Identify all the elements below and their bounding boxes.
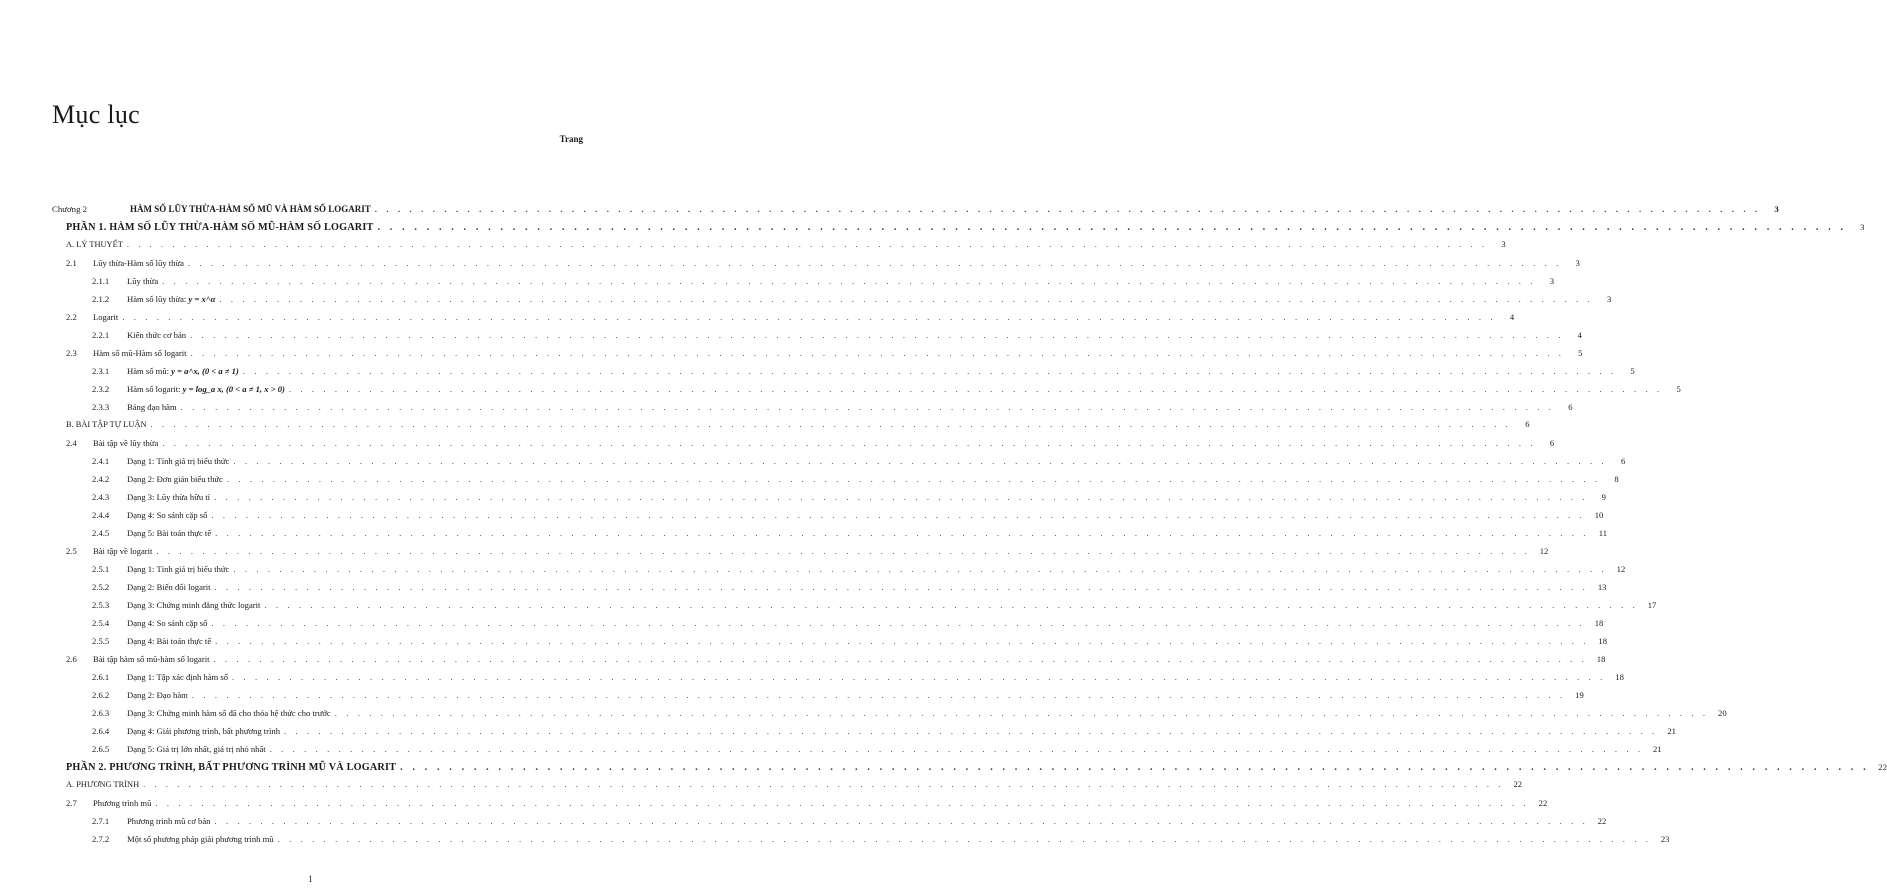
toc-dot-leader: . . . . . . . . . . . . . . . . . . . . . . . . . . . . . . . . . . . . . . . . . . . . . . . . . . . . . . . . . . . . . . . . . . . . . . . . . . . . . . . . . . . . . . . . . . . . . . . . . . . . . . . . . . . . . . . . . . . . . . . . [214, 492, 1588, 502]
toc-entry[interactable] [52, 222, 1865, 240]
toc-entry[interactable] [52, 636, 1608, 654]
toc-entry[interactable] [52, 240, 1506, 258]
toc-dot-leader: . . . . . . . . . . . . . . . . . . . . . . . . . . . . . . . . . . . . . . . . . . . . . . . . . . . . . . . . . . . . . . . . . . . . . . . . . . . . . . . . . . . . . . . . . . . . . . . . . . . . . . . . . . . . . . . . . . . . . . . . [190, 330, 1564, 340]
toc-entry-title [127, 294, 215, 304]
toc-entry-number: 2.5.5 [92, 636, 110, 646]
toc-entry-page: 3 [1549, 276, 1555, 286]
toc-dot-leader: . . . . . . . . . . . . . . . . . . . . . . . . . . . . . . . . . . . . . . . . . . . . . . . . . . . . . . . . . . . . . . . . . . . . . . . . . . . . . . . . . . . . . . . . . . . . . . . . . . . . . . . . . . . . . . . . . . . . . . . . [187, 258, 1562, 268]
toc-entry-page: 6 [1568, 402, 1573, 412]
toc-entry-text: Bảng đạo hàm [127, 402, 177, 412]
toc-dot-leader: . . . . . . . . . . . . . . . . . . . . . . . . . . . . . . . . . . . . . . . . . . . . . . . . . . . . . . . . . . . . . . . . . . . . . . . . . . . . . . . . . . . . . . . . . . . . . . . . . . . . . . . . . . . . . . . . . . . . . . . . [334, 708, 1709, 718]
toc-entry-number: 2.4.1 [92, 456, 110, 466]
toc-entry-title [127, 834, 274, 844]
toc-entry-number: 2.3.3 [92, 402, 110, 412]
toc-entry-text: A. LÝ THUYẾT [66, 240, 123, 249]
toc-dot-leader: . . . . . . . . . . . . . . . . . . . . . . . . . . . . . . . . . . . . . . . . . . . . . . . . . . . . . . . . . . . . . . . . . . . . . . . . . . . . . . . . . . . . . . . . . . . . . . . . . . . . . . . . . . . . . . . . . . . . . . . . [190, 348, 1565, 358]
toc-entry-page: 4 [1509, 312, 1515, 322]
toc-entry-formula: y = log_a x, (0 < a ≠ 1, x > 0) [182, 384, 285, 394]
toc-entry-title [93, 348, 187, 358]
toc-entry[interactable] [52, 618, 1604, 636]
toc-entry-text: Dạng 1: Tập xác định hàm số [127, 672, 229, 682]
toc-entry-number: 2.3 [66, 348, 77, 358]
toc-entry-page: 13 [1597, 582, 1607, 592]
toc-dot-leader: . . . . . . . . . . . . . . . . . . . . . . . . . . . . . . . . . . . . . . . . . . . . . . . . . . . . . . . . . . . . . . . . . . . . . . . . . . . . . . . . . . . . . . . . . . . . . . . . . . . . . . . . . . . . . . . . . . . . . . . . [284, 726, 1658, 736]
toc-entry-formula: y = x^α [188, 294, 216, 304]
toc-entry-title [127, 618, 207, 628]
toc-entry-number: 2.6.3 [92, 708, 110, 718]
toc-dot-leader: . . . . . . . . . . . . . . . . . . . . . . . . . . . . . . . . . . . . . . . . . . . . . . . . . . . . . . . . . . . . . . . . . . . . . . . . . . . . . . . . . . . . . . . . . . . . . . . . . . . . . . . . . . . . . . . . . . . . . . . . [213, 654, 1588, 664]
toc-entry-page: 12 [1539, 546, 1549, 556]
toc-entry-text: Logarit [93, 312, 119, 322]
toc-entry[interactable] [52, 420, 1530, 438]
toc-entry-title [127, 528, 211, 538]
toc-entry-number: 2.1.2 [92, 294, 110, 304]
toc-entry-text: Bài tập về lũy thừa [93, 438, 159, 448]
toc-entry-title [93, 438, 158, 448]
toc-dot-leader: . . . . . . . . . . . . . . . . . . . . . . . . . . . . . . . . . . . . . . . . . . . . . . . . . . . . . . . . . . . . . . . . . . . . . . . . . . . . . . . . . . . . . . . . . . . . . . . . . . . . . . . . . . . . . . . . . . . . . . . . [143, 780, 1504, 789]
toc-entry-title [93, 798, 151, 808]
toc-dot-leader: . . . . . . . . . . . . . . . . . . . . . . . . . . . . . . . . . . . . . . . . . . . . . . . . . . . . . . . . . . . . . . . . . . . . . . . . . . . . . . . . . . . . . . . . . . . . . . . . . . . . . . . . . . . . . . . . . . . . . . . . [242, 366, 1617, 376]
toc-entry-title [127, 384, 285, 394]
toc-entry-page: 3 [1607, 294, 1612, 304]
toc-entry-number: 2.7 [66, 798, 77, 808]
toc-entry-text: Dạng 1: Tính giá trị biểu thức [127, 456, 230, 466]
toc-entry-page: 12 [1616, 564, 1626, 574]
toc-entry-title [127, 600, 260, 610]
toc-dot-leader: . . . . . . . . . . . . . . . . . . . . . . . . . . . . . . . . . . . . . . . . . . . . . . . . . . . . . . . . . . . . . . . . . . . . . . . . . . . . . . . . . . . . . . . . . . . . . . . . . . . . . . . . . . . . . . . . . . . . . . . . [288, 384, 1663, 394]
toc-entry[interactable] [52, 258, 1580, 276]
toc-entry-number: 2.2 [66, 312, 77, 322]
toc-dot-leader: . . . . . . . . . . . . . . . . . . . . . . . . . . . . . . . . . . . . . . . . . . . . . . . . . . . . . . . . . . . . . . . . . . . . . . . . . . . . . . . . . . . . . . . . . . . . . . . . . . . . . . . . . . . . . . . . . . . . . . . . [191, 690, 1566, 700]
toc-entry-number: 2.3.2 [92, 384, 110, 394]
toc-entry-page: 18 [1598, 636, 1608, 646]
toc-entry-text: Hàm số mũ-Hàm số logarit [93, 348, 187, 358]
toc-entry[interactable] [52, 474, 1619, 492]
toc-dot-leader: . . . . . . . . . . . . . . . . . . . . . . . . . . . . . . . . . . . . . . . . . . . . . . . . . . . . . . . . . . . . . . . . . . . . . . . . . . . . . . . . . . . . . . . . . . . . . . . . . . . . . . . . . . . . . . . . . . . . . . . . [156, 546, 1531, 556]
toc-dot-leader: . . . . . . . . . . . . . . . . . . . . . . . . . . . . . . . . . . . . . . . . . . . . . . . . . . . . . . . . . . . . . . . . . . . . . . . . . . . . . . . . . . . . . . . . . . . . . . . . . . . . . . . . . . . . . . . . . . . . . . . . [180, 402, 1555, 412]
toc-entry-text: Lũy thừa-Hàm số lũy thừa [93, 258, 184, 268]
toc-dot-leader: . . . . . . . . . . . . . . . . . . . . . . . . . . . . . . . . . . . . . . . . . . . . . . . . . . . . . . . . . . . . . . . . . . . . . . . . . . . . . . . . . . . . . . . . . . . . . . . . . . . . . . . . . . . . . . . . . . . . . . . . [122, 312, 1497, 322]
toc-entry-title [127, 816, 210, 826]
toc-entry[interactable] [52, 726, 1676, 744]
toc-entry-text: Dạng 3: Chứng minh hàm số đã cho thỏa hệ thức cho trước [127, 708, 331, 718]
toc-entry-number: 2.4.4 [92, 510, 110, 520]
toc-dot-leader: . . . . . . . . . . . . . . . . . . . . . . . . . . . . . . . . . . . . . . . . . . . . . . . . . . . . . . . . . . . . . . . . . . . . . . . . . . . . . . . . . . . . . . . . . . . . . . . . . . . . . . . . . . . . . . . . . . . . . . . . [150, 420, 1512, 429]
toc-entry-title [127, 672, 228, 682]
toc-entry[interactable] [52, 366, 1635, 384]
table-of-contents [52, 204, 1887, 852]
toc-entry-number: 2.4.3 [92, 492, 110, 502]
toc-entry-page: 3 [1860, 222, 1865, 232]
toc-entry[interactable] [52, 708, 1727, 726]
toc-entry[interactable] [52, 384, 1681, 402]
toc-entry-title [93, 546, 152, 556]
toc-dot-leader: . . . . . . . . . . . . . . . . . . . . . . . . . . . . . . . . . . . . . . . . . . . . . . . . . . . . . . . . . . . . . . . . . . . . . . . . . . . . . . . . . . . . . . . . . . . . . . . . . . . . . . . . . . . . . . . . . . . . . . . . [374, 204, 1761, 214]
toc-entry-page: 6 [1620, 456, 1626, 466]
toc-dot-leader: . . . . . . . . . . . . . . . . . . . . . . . . . . . . . . . . . . . . . . . . . . . . . . . . . . . . . . . . . . . . . . . . . . . . . . . . . . . . . . . . . . . . . . . . . . . . . . . . . . . . . . . . . . . . . . . . . . . . . . . . [211, 618, 1586, 628]
toc-entry-number: 2.5.1 [92, 564, 110, 574]
toc-entry-text: Kiến thức cơ bản [127, 330, 187, 340]
page-title: Mục lục [52, 100, 141, 129]
toc-entry[interactable] [52, 348, 1583, 366]
toc-entry-title [127, 402, 177, 412]
toc-entry-text: Dạng 4: Giải phương trình, bất phương trình [127, 726, 281, 736]
toc-entry-text: Dạng 2: Đạo hàm [127, 690, 188, 700]
toc-dot-leader: . . . . . . . . . . . . . . . . . . . . . . . . . . . . . . . . . . . . . . . . . . . . . . . . . . . . . . . . . . . . . . . . . . . . . . . . . . . . . . . . . . . . . . . . . . . . . . . . . . . . . . . . . . . . . . . . . . . . . . . . [269, 744, 1644, 754]
toc-entry-page: 9 [1601, 492, 1606, 502]
toc-dot-leader: . . . . . . . . . . . . . . . . . . . . . . . . . . . . . . . . . . . . . . . . . . . . . . . . . . . . . . . . . . . . . . . . . . . . . . . . . . . . . . . . . . . . . . . . . . . . . . . . . . . . . . . . . . . . . . . . . . . . . . . . [277, 834, 1652, 844]
toc-entry-page: 22 [1597, 816, 1607, 826]
toc-entry-text: B. BÀI TẬP TỰ LUẬN [66, 420, 147, 429]
toc-entry-text: Dạng 1: Tính giá trị biểu thức [127, 564, 230, 574]
toc-entry-number: Chương 2 [52, 204, 88, 214]
toc-entry-title [127, 690, 188, 700]
toc-entry-text: Dạng 4: So sánh cặp số [127, 510, 208, 520]
toc-entry-page: 5 [1578, 348, 1583, 358]
toc-entry-page: 5 [1630, 366, 1635, 376]
toc-dot-leader: . . . . . . . . . . . . . . . . . . . . . . . . . . . . . . . . . . . . . . . . . . . . . . . . . . . . . . . . . . . . . . . . . . . . . . . . . . . . . . . . . . . . . . . . . . . . . . . . . . . . . . . . . . . . . . . . . . . . . . . . [126, 240, 1488, 249]
toc-entry-number: 2.6.2 [92, 690, 110, 700]
toc-entry-page: 3 [1575, 258, 1580, 268]
toc-dot-leader: . . . . . . . . . . . . . . . . . . . . . . . . . . . . . . . . . . . . . . . . . . . . . . . . . . . . . . . . . . . . . . . . . . . . . . . . . . . . . . . . . . . . . . . . . . . . . . . . . . . . . . . . . . . . . . . . . . . . . . . . [155, 798, 1530, 808]
toc-entry[interactable] [52, 582, 1607, 600]
toc-entry-page: 19 [1575, 690, 1584, 700]
toc-entry[interactable] [52, 816, 1607, 834]
toc-entry-number: 2.7.2 [92, 834, 110, 844]
toc-entry-number: 2.5.2 [92, 582, 110, 592]
toc-entry[interactable] [52, 564, 1626, 582]
toc-entry-number: 2.4.2 [92, 474, 110, 484]
toc-entry[interactable] [52, 798, 1548, 816]
toc-entry-page: 18 [1615, 672, 1624, 682]
toc-entry-text: Hàm số logarit: [127, 384, 183, 394]
toc-dot-leader: . . . . . . . . . . . . . . . . . . . . . . . . . . . . . . . . . . . . . . . . . . . . . . . . . . . . . . . . . . . . . . . . . . . . . . . . . . . . . . . . . . . . . . . . . . . . . . . . . . . . . . . . . . . . . . . . . . . . . . . . [377, 222, 1847, 233]
toc-entry-text: Một số phương pháp giải phương trình mũ [127, 834, 274, 844]
toc-entry-title [127, 474, 223, 484]
toc-dot-leader: . . . . . . . . . . . . . . . . . . . . . . . . . . . . . . . . . . . . . . . . . . . . . . . . . . . . . . . . . . . . . . . . . . . . . . . . . . . . . . . . . . . . . . . . . . . . . . . . . . . . . . . . . . . . . . . . . . . . . . . . [214, 582, 1589, 592]
toc-entry-text: Dạng 4: So sánh cặp số [127, 618, 208, 628]
toc-entry-title [127, 744, 266, 754]
toc-entry-title [66, 420, 147, 429]
toc-entry-page: 11 [1598, 528, 1608, 538]
toc-entry[interactable] [52, 402, 1573, 420]
toc-entry-title [93, 258, 184, 268]
toc-entry[interactable] [52, 492, 1606, 510]
toc-entry[interactable] [52, 780, 1522, 798]
toc-entry-page: 22 [1878, 762, 1887, 772]
toc-entry-text: PHẦN 1. HÀM SỐ LŨY THỪA-HÀM SỐ MŨ-HÀM SỐ LOGARIT [66, 222, 374, 233]
toc-entry-text: Bài tập về logarit [93, 546, 153, 556]
toc-entry-page: 18 [1594, 618, 1604, 628]
toc-entry-number: 2.6.4 [92, 726, 110, 736]
toc-dot-leader: . . . . . . . . . . . . . . . . . . . . . . . . . . . . . . . . . . . . . . . . . . . . . . . . . . . . . . . . . . . . . . . . . . . . . . . . . . . . . . . . . . . . . . . . . . . . . . . . . . . . . . . . . . . . . . . . . . . . . . . . [264, 600, 1639, 610]
toc-entry-page: 5 [1676, 384, 1681, 394]
toc-entry[interactable] [52, 276, 1555, 294]
toc-entry-title [127, 492, 210, 502]
toc-dot-leader: . . . . . . . . . . . . . . . . . . . . . . . . . . . . . . . . . . . . . . . . . . . . . . . . . . . . . . . . . . . . . . . . . . . . . . . . . . . . . . . . . . . . . . . . . . . . . . . . . . . . . . . . . . . . . . . . . . . . . . . . [211, 510, 1586, 520]
toc-entry[interactable] [52, 546, 1549, 564]
toc-entry-formula: y = a^x, (0 < a ≠ 1) [171, 366, 239, 376]
toc-entry-text: Dạng 2: Đơn giản biểu thức [127, 474, 223, 484]
toc-entry-title [130, 204, 371, 214]
toc-entry-title [127, 456, 229, 466]
toc-entry-page: 3 [1501, 240, 1506, 249]
toc-entry-page: 18 [1596, 654, 1606, 664]
toc-entry[interactable] [52, 690, 1584, 708]
toc-dot-leader: . . . . . . . . . . . . . . . . . . . . . . . . . . . . . . . . . . . . . . . . . . . . . . . . . . . . . . . . . . . . . . . . . . . . . . . . . . . . . . . . . . . . . . . . . . . . . . . . . . . . . . . . . . . . . . . . . . . . . . . . [162, 276, 1537, 286]
toc-entry-text: A. PHƯƠNG TRÌNH [66, 780, 140, 789]
toc-entry-number: 2.2.1 [92, 330, 110, 340]
toc-dot-leader: . . . . . . . . . . . . . . . . . . . . . . . . . . . . . . . . . . . . . . . . . . . . . . . . . . . . . . . . . . . . . . . . . . . . . . . . . . . . . . . . . . . . . . . . . . . . . . . . . . . . . . . . . . . . . . . . . . . . . . . . [233, 564, 1608, 574]
toc-entry-title [66, 780, 139, 789]
toc-entry[interactable] [52, 330, 1582, 348]
toc-entry-page: 4 [1577, 330, 1582, 340]
toc-entry-page: 21 [1667, 726, 1676, 736]
toc-entry-page: 23 [1660, 834, 1670, 844]
toc-entry-title [127, 582, 211, 592]
toc-entry-page: 8 [1614, 474, 1619, 484]
toc-entry-text: Phương trình mũ cơ bản [127, 816, 211, 826]
toc-entry-title [127, 276, 158, 286]
toc-entry[interactable] [52, 510, 1604, 528]
toc-entry[interactable] [52, 744, 1662, 762]
toc-entry-text: Dạng 4: Bài toán thực tế [127, 636, 212, 646]
page-column-label: Trang [559, 134, 583, 144]
toc-entry-text: Hàm số lũy thừa: [127, 294, 189, 304]
toc-entry[interactable] [52, 528, 1608, 546]
toc-entry-title [127, 330, 186, 340]
toc-entry-text: Phương trình mũ [93, 798, 152, 808]
toc-entry-title [93, 312, 118, 322]
toc-entry-number: 2.4 [66, 438, 77, 448]
toc-dot-leader: . . . . . . . . . . . . . . . . . . . . . . . . . . . . . . . . . . . . . . . . . . . . . . . . . . . . . . . . . . . . . . . . . . . . . . . . . . . . . . . . . . . . . . . . . . . . . . . . . . . . . . . . . . . . . . . . . . . . . . . . [232, 672, 1606, 682]
toc-entry-page: 20 [1718, 708, 1727, 718]
toc-entry-number: 2.1.1 [92, 276, 110, 286]
toc-entry-title [127, 366, 239, 376]
toc-entry-number: 2.5.4 [92, 618, 110, 628]
toc-entry[interactable] [52, 672, 1624, 690]
toc-entry-text: HÀM SỐ LŨY THỪA-HÀM SỐ MŨ VÀ HÀM SỐ LOGARIT [130, 204, 371, 214]
toc-entry-text: Dạng 3: Chứng minh đẳng thức logarit [127, 600, 261, 610]
toc-dot-leader: . . . . . . . . . . . . . . . . . . . . . . . . . . . . . . . . . . . . . . . . . . . . . . . . . . . . . . . . . . . . . . . . . . . . . . . . . . . . . . . . . . . . . . . . . . . . . . . . . . . . . . . . . . . . . . . . . . . . . . . . [219, 294, 1594, 304]
toc-entry[interactable] [52, 204, 1779, 222]
toc-entry[interactable] [52, 294, 1612, 312]
toc-entry-text: Dạng 3: Lũy thừa hữu tỉ [127, 492, 211, 502]
toc-entry-number: 2.6.1 [92, 672, 110, 682]
toc-entry-title [127, 726, 280, 736]
toc-entry-title [66, 240, 123, 249]
toc-entry-page: 3 [1774, 204, 1779, 214]
toc-entry-page: 17 [1647, 600, 1657, 610]
toc-entry[interactable] [52, 834, 1670, 852]
toc-entry-number: 2.4.5 [92, 528, 110, 538]
toc-entry[interactable] [52, 456, 1626, 474]
toc-dot-leader: . . . . . . . . . . . . . . . . . . . . . . . . . . . . . . . . . . . . . . . . . . . . . . . . . . . . . . . . . . . . . . . . . . . . . . . . . . . . . . . . . . . . . . . . . . . . . . . . . . . . . . . . . . . . . . . . . . . . . . . . [214, 816, 1589, 826]
toc-entry-number: 2.5 [66, 546, 77, 556]
toc-entry-number: 2.3.1 [92, 366, 110, 376]
toc-entry-text: Lũy thừa [127, 276, 159, 286]
toc-entry-title [66, 762, 396, 773]
toc-entry-text: Bài tập hàm số mũ-hàm số logarit [93, 654, 210, 664]
toc-entry-page: 6 [1549, 438, 1555, 448]
toc-entry-number: 2.6 [66, 654, 77, 664]
toc-entry-number: 2.1 [66, 258, 77, 268]
toc-dot-leader: . . . . . . . . . . . . . . . . . . . . . . . . . . . . . . . . . . . . . . . . . . . . . . . . . . . . . . . . . . . . . . . . . . . . . . . . . . . . . . . . . . . . . . . . . . . . . . . . . . . . . . . . . . . . . . . . . . . . . . . . [226, 474, 1601, 484]
toc-entry-page: 6 [1525, 420, 1530, 429]
toc-entry[interactable] [52, 762, 1887, 780]
toc-entry-page: 22 [1538, 798, 1548, 808]
toc-entry-text: PHẦN 2. PHƯƠNG TRÌNH, BẤT PHƯƠNG TRÌNH MŨ VÀ LOGARIT [66, 762, 397, 773]
toc-entry-number: 2.6.5 [92, 744, 110, 754]
toc-dot-leader: . . . . . . . . . . . . . . . . . . . . . . . . . . . . . . . . . . . . . . . . . . . . . . . . . . . . . . . . . . . . . . . . . . . . . . . . . . . . . . . . . . . . . . . . . . . . . . . . . . . . . . . . . . . . . . . . . . . . . . . . [215, 636, 1590, 646]
toc-entry-number: 2.5.3 [92, 600, 110, 610]
toc-entry-title [127, 564, 229, 574]
toc-entry-page: 22 [1513, 780, 1522, 789]
toc-entry-text: Hàm số mũ: [127, 366, 172, 376]
toc-entry-page: 21 [1652, 744, 1662, 754]
toc-entry[interactable] [52, 654, 1606, 672]
toc-entry-page: 10 [1594, 510, 1604, 520]
toc-entry-number: 2.7.1 [92, 816, 110, 826]
toc-entry[interactable] [52, 312, 1515, 330]
toc-entry-text: Dạng 2: Biến đổi logarit [127, 582, 211, 592]
toc-dot-leader: . . . . . . . . . . . . . . . . . . . . . . . . . . . . . . . . . . . . . . . . . . . . . . . . . . . . . . . . . . . . . . . . . . . . . . . . . . . . . . . . . . . . . . . . . . . . . . . . . . . . . . . . . . . . . . . . . . . . . . . . [400, 762, 1870, 773]
toc-entry-title [127, 510, 207, 520]
toc-entry[interactable] [52, 438, 1555, 456]
footer-page-number: 1 [308, 874, 313, 884]
toc-dot-leader: . . . . . . . . . . . . . . . . . . . . . . . . . . . . . . . . . . . . . . . . . . . . . . . . . . . . . . . . . . . . . . . . . . . . . . . . . . . . . . . . . . . . . . . . . . . . . . . . . . . . . . . . . . . . . . . . . . . . . . . . [233, 456, 1608, 466]
toc-dot-leader: . . . . . . . . . . . . . . . . . . . . . . . . . . . . . . . . . . . . . . . . . . . . . . . . . . . . . . . . . . . . . . . . . . . . . . . . . . . . . . . . . . . . . . . . . . . . . . . . . . . . . . . . . . . . . . . . . . . . . . . . [215, 528, 1590, 538]
toc-entry-title [127, 636, 211, 646]
toc-entry-title [66, 222, 374, 233]
toc-entry-text: Dạng 5: Giá trị lớn nhất, giá trị nhỏ nhất [127, 744, 266, 754]
toc-entry[interactable] [52, 600, 1657, 618]
toc-entry-title [93, 654, 209, 664]
toc-dot-leader: . . . . . . . . . . . . . . . . . . . . . . . . . . . . . . . . . . . . . . . . . . . . . . . . . . . . . . . . . . . . . . . . . . . . . . . . . . . . . . . . . . . . . . . . . . . . . . . . . . . . . . . . . . . . . . . . . . . . . . . . [162, 438, 1537, 448]
toc-entry-title [127, 708, 331, 718]
toc-entry-text: Dạng 5: Bài toán thực tế [127, 528, 212, 538]
